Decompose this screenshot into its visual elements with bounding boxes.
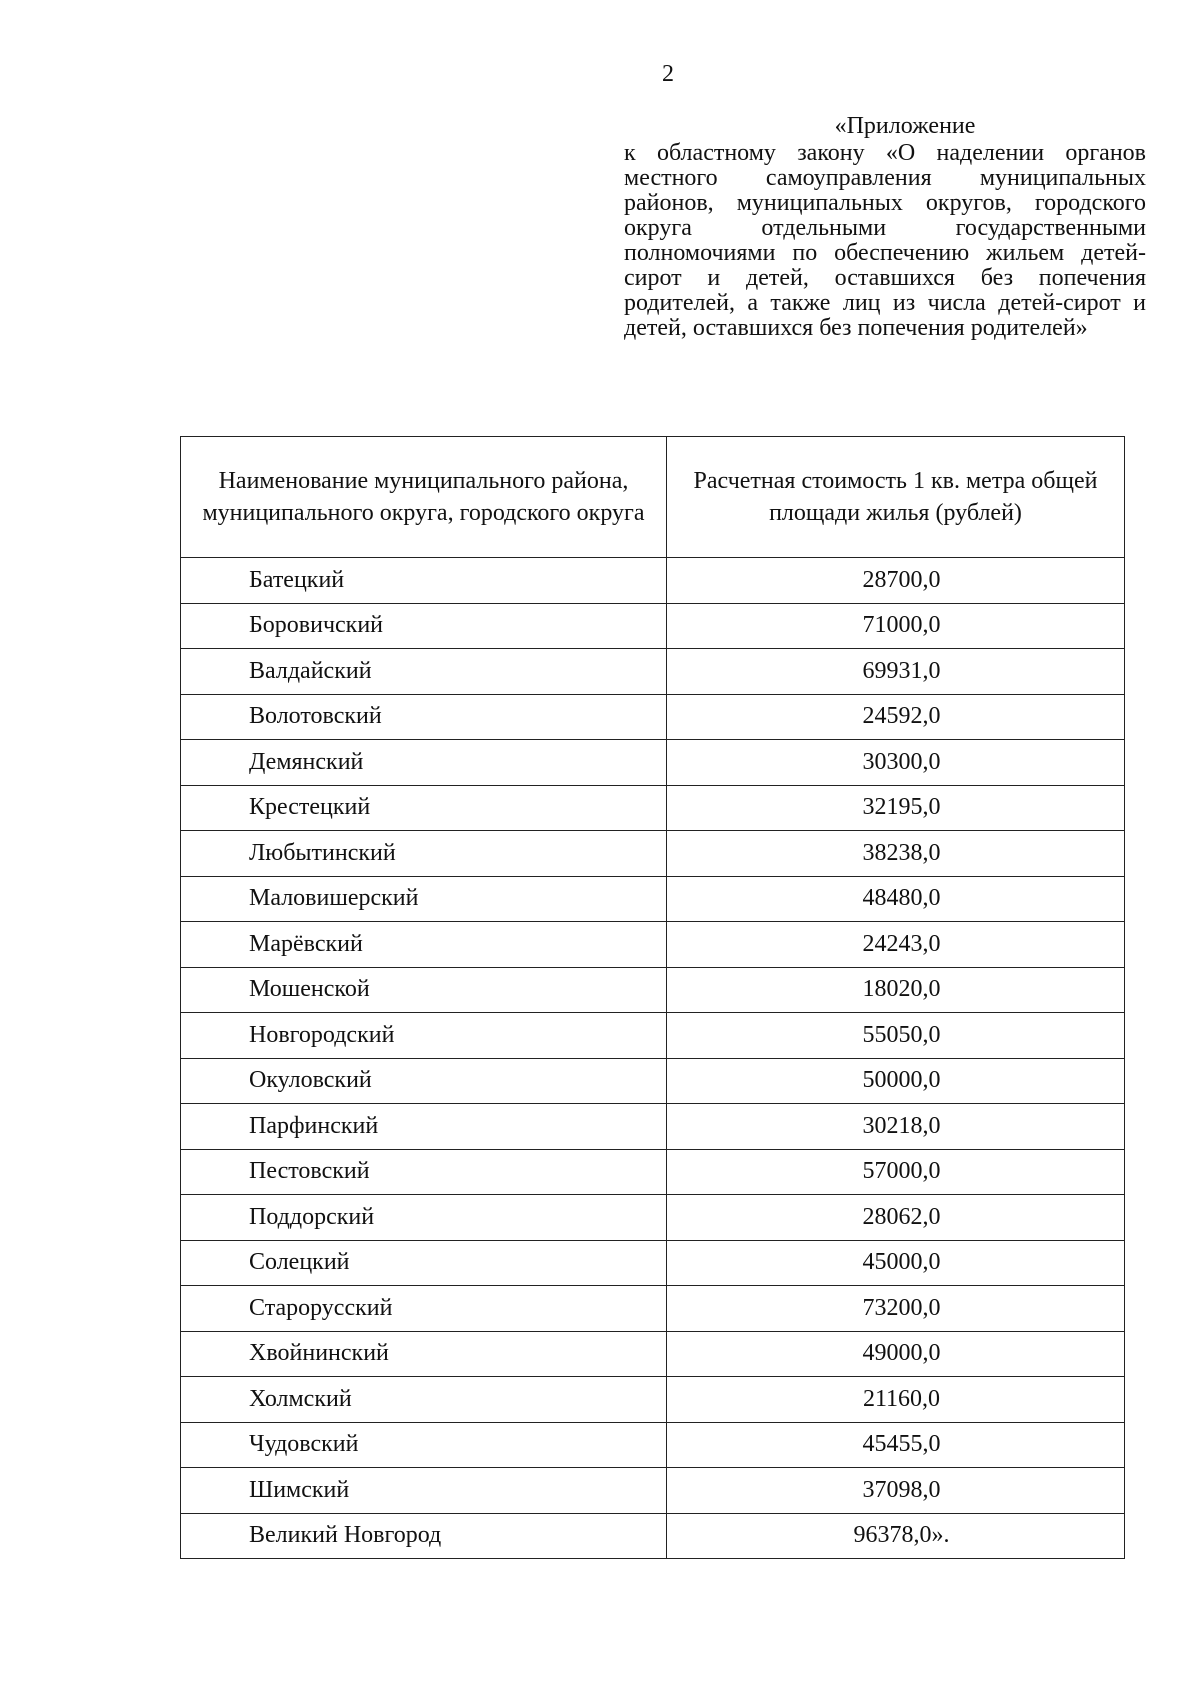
cost-value: 24592,0: [667, 694, 1125, 740]
table-row: [181, 740, 1125, 786]
table-row: [181, 967, 1125, 1013]
cost-value: 49000,0: [667, 1331, 1125, 1377]
header-cost-label: Расчетная стоимость 1 кв. метра общей площади жилья (рублей): [693, 468, 1098, 526]
cost-value: 38238,0: [667, 831, 1125, 877]
cost-value: 55050,0: [667, 1013, 1125, 1059]
table-body: [181, 558, 1125, 1559]
cost-value: 30218,0: [667, 1104, 1125, 1150]
cost-value: 73200,0: [667, 1286, 1125, 1332]
cost-value: 37098,0: [667, 1468, 1125, 1514]
cost-table-container: [180, 436, 1124, 1559]
header-municipality: [181, 437, 667, 558]
cost-value: 69931,0: [667, 649, 1125, 695]
table-row: [181, 922, 1125, 968]
table-row: [181, 1013, 1125, 1059]
table-row: [181, 1195, 1125, 1241]
municipality-name: Марёвский: [181, 922, 667, 968]
municipality-name: Старорусский: [181, 1286, 667, 1332]
municipality-name: Окуловский: [181, 1058, 667, 1104]
municipality-name: Шимский: [181, 1468, 667, 1514]
table-header-row: [181, 437, 1125, 558]
table-row: [181, 1422, 1125, 1468]
table-row: [181, 831, 1125, 877]
municipality-name: Парфинский: [181, 1104, 667, 1150]
municipality-name: Мошенской: [181, 967, 667, 1013]
table-row: [181, 1513, 1125, 1559]
table-row: [181, 649, 1125, 695]
cost-value: 32195,0: [667, 785, 1125, 831]
table-row: [181, 1240, 1125, 1286]
table-row: [181, 876, 1125, 922]
municipality-name: Холмский: [181, 1377, 667, 1423]
municipality-name: Валдайский: [181, 649, 667, 695]
municipality-name: Маловишерский: [181, 876, 667, 922]
cost-value: 28700,0: [667, 558, 1125, 604]
cost-value: 45000,0: [667, 1240, 1125, 1286]
table-row: [181, 1104, 1125, 1150]
municipality-name: Солецкий: [181, 1240, 667, 1286]
municipality-name: Батецкий: [181, 558, 667, 604]
page-number: 2: [662, 61, 674, 87]
municipality-name: Волотовский: [181, 694, 667, 740]
cost-value: 30300,0: [667, 740, 1125, 786]
table-row: [181, 1058, 1125, 1104]
municipality-name: Любытинский: [181, 831, 667, 877]
cost-value: 71000,0: [667, 603, 1125, 649]
table-row: [181, 1468, 1125, 1514]
table-row: [181, 603, 1125, 649]
table-row: [181, 558, 1125, 604]
municipality-name: Хвойнинский: [181, 1331, 667, 1377]
cost-value: 48480,0: [667, 876, 1125, 922]
table-row: [181, 1286, 1125, 1332]
cost-value: 45455,0: [667, 1422, 1125, 1468]
annex-header: [624, 114, 1146, 341]
municipality-name: Пестовский: [181, 1149, 667, 1195]
annex-title: «Приложение: [834, 113, 976, 139]
municipality-name: Демянский: [181, 740, 667, 786]
municipality-name: Великий Новгород: [181, 1513, 667, 1559]
header-cost: [667, 437, 1125, 558]
municipality-name: Чудовский: [181, 1422, 667, 1468]
cost-value: 21160,0: [667, 1377, 1125, 1423]
table-row: [181, 1149, 1125, 1195]
table-row: [181, 1331, 1125, 1377]
table-row: [181, 694, 1125, 740]
cost-value: 18020,0: [667, 967, 1125, 1013]
cost-value: 24243,0: [667, 922, 1125, 968]
cost-value: 57000,0: [667, 1149, 1125, 1195]
cost-value: 96378,0».: [667, 1513, 1125, 1559]
municipality-name: Поддорский: [181, 1195, 667, 1241]
municipality-name: Новгородский: [181, 1013, 667, 1059]
cost-value: 50000,0: [667, 1058, 1125, 1104]
header-municipality-label: Наименование муниципального района, муниципального округа, городского округа: [202, 468, 645, 526]
table-row: [181, 785, 1125, 831]
cost-table: [180, 436, 1125, 1559]
municipality-name: Крестецкий: [181, 785, 667, 831]
municipality-name: Боровичский: [181, 603, 667, 649]
cost-value: 28062,0: [667, 1195, 1125, 1241]
annex-body: к областному закону «О наделении органов местного самоуправления муниципальных районов, муниципальных округов, городского округа отдельными государственными полномочиями по обеспечению жильем детей-сирот и детей, оставшихся без попечения родителей, а также лиц из числа детей-сирот и детей, оставшихся без попечения родителей»: [624, 140, 1146, 341]
table-row: [181, 1377, 1125, 1423]
